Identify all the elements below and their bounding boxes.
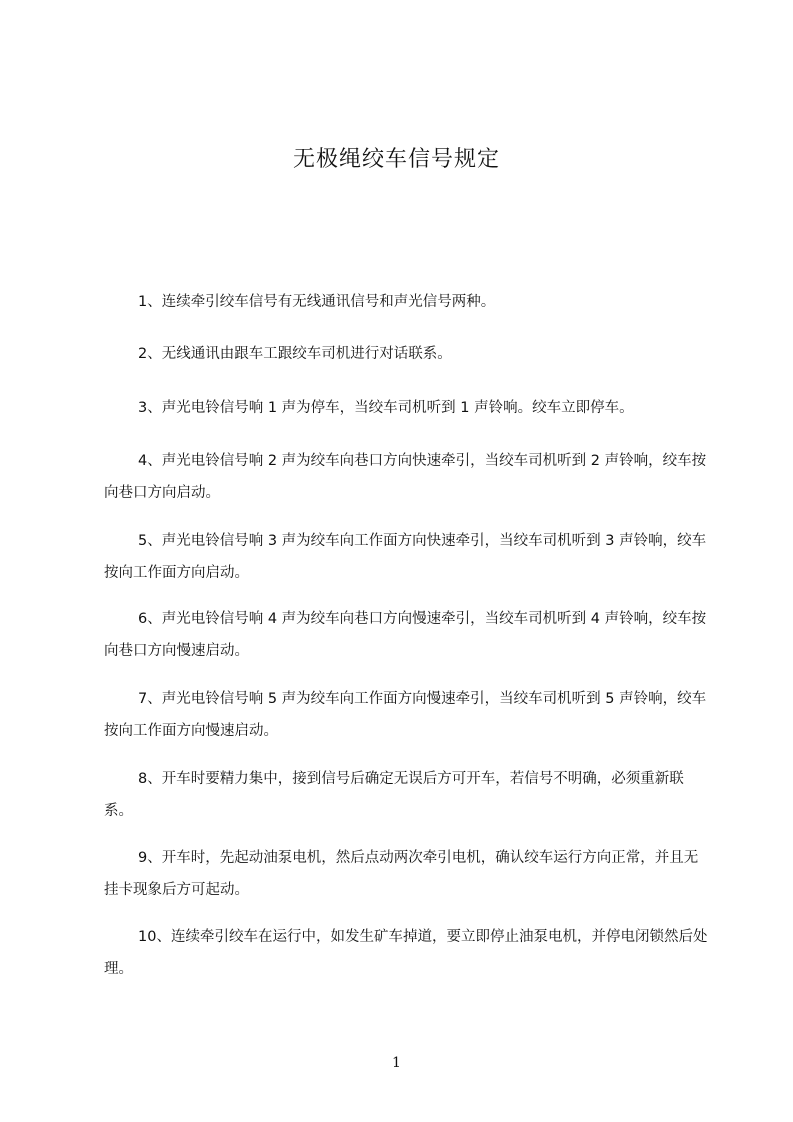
rule-paragraph-5: 5、声光电铃信号响 3 声为绞车向工作面方向快速牵引，当绞车司机听到 3 声铃响，绞车按向工作面方向启动。: [104, 533, 707, 581]
rule-paragraph-7: 7、声光电铃信号响 5 声为绞车向工作面方向慢速牵引，当绞车司机听到 5 声铃响，绞车按向工作面方向慢速启动。: [104, 691, 707, 739]
rule-paragraph-3: 3、声光电铃信号响 1 声为停车，当绞车司机听到 1 声铃响。绞车立即停车。: [138, 400, 634, 416]
rule-paragraph-4: 4、声光电铃信号响 2 声为绞车向巷口方向快速牵引，当绞车司机听到 2 声铃响，绞车按向巷口方向启动。: [104, 453, 707, 501]
page-number: 1: [392, 1055, 401, 1071]
rule-paragraph-2: 2、无线通讯由跟车工跟绞车司机进行对话联系。: [138, 346, 452, 362]
document-title: 无极绳绞车信号规定: [292, 147, 500, 172]
rule-paragraph-6: 6、声光电铃信号响 4 声为绞车向巷口方向慢速牵引，当绞车司机听到 4 声铃响，绞车按向巷口方向慢速启动。: [104, 611, 707, 659]
rule-paragraph-9: 9、开车时，先起动油泵电机，然后点动两次牵引电机，确认绞车运行方向正常，并且无挂卡现象后方可起动。: [104, 850, 699, 898]
rule-paragraph-1: 1、连续牵引绞车信号有无线通讯信号和声光信号两种。: [138, 294, 496, 310]
rule-paragraph-10: 10、连续牵引绞车在运行中，如发生矿车掉道，要立即停止油泵电机，并停电闭锁然后处理。: [104, 929, 708, 977]
rule-paragraph-8: 8、开车时要精力集中，接到信号后确定无误后方可开车，若信号不明确，必须重新联系。: [104, 771, 684, 819]
